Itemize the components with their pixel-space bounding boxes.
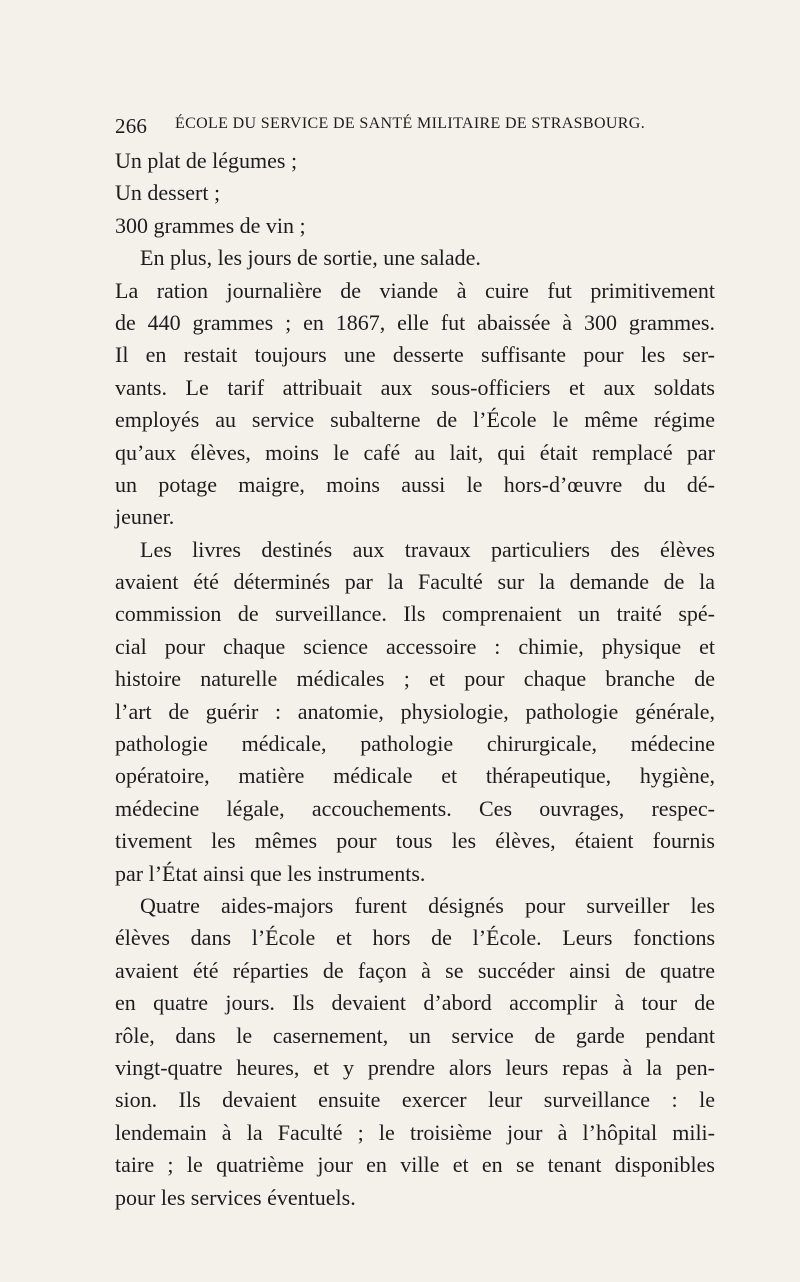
text-line: un potage maigre, moins aussi le hors-d’œuvre du dé- [115, 471, 715, 497]
text-line: Quatre aides-majors furent désignés pour surveiller les [140, 892, 715, 918]
text-line: élèves dans l’École et hors de l’École. Leurs fonctions [115, 925, 715, 951]
running-title: ÉCOLE DU SERVICE DE SANTÉ MILITAIRE DE STRASBOURG. [175, 115, 646, 132]
text-line: lendemain à la Faculté ; le troisième jour à l’hôpital mili- [115, 1119, 715, 1145]
text-line: La ration journalière de viande à cuire fut primitivement [115, 277, 715, 303]
text-line: Les livres destinés aux travaux particuliers des élèves [140, 536, 715, 562]
text-line: Un plat de légumes ; [115, 148, 298, 173]
text-line: histoire naturelle médicales ; et pour chaque branche de [115, 666, 715, 692]
text-line: rôle, dans le casernement, un service de garde pendant [115, 1022, 715, 1048]
text-line: opératoire, matière médicale et thérapeutique, hygiène, [115, 763, 715, 789]
text-line: de 440 grammes ; en 1867, elle fut abaissée à 300 grammes. [115, 309, 715, 335]
text-line: par l’État ainsi que les instruments. [115, 860, 426, 886]
text-line: l’art de guérir : anatomie, physiologie, pathologie générale, [115, 698, 715, 724]
text-line: en quatre jours. Ils devaient d’abord accomplir à tour de [115, 990, 715, 1016]
page-body [115, 145, 715, 1214]
text-line: En plus, les jours de sortie, une salade. [140, 245, 481, 271]
text-line: employés au service subalterne de l’École le même régime [115, 407, 715, 433]
text-line: Il en restait toujours une desserte suffisante pour les ser- [115, 342, 715, 368]
text-line: médecine légale, accouchements. Ces ouvrages, respec- [115, 795, 715, 821]
text-line: pathologie médicale, pathologie chirurgicale, médecine [115, 731, 715, 757]
running-head [115, 114, 715, 142]
text-line: taire ; le quatrième jour en ville et en se tenant disponibles [115, 1152, 715, 1178]
text-line: qu’aux élèves, moins le café au lait, qui était remplacé par [115, 439, 715, 465]
page-number: 266 [115, 114, 148, 138]
text-line: cial pour chaque science accessoire : chimie, physique et [115, 633, 715, 659]
text-line: tivement les mêmes pour tous les élèves, étaient fournis [115, 828, 715, 854]
text-line: 300 grammes de vin ; [115, 212, 306, 238]
text-line: jeuner. [115, 504, 175, 530]
text-line: Un dessert ; [115, 180, 221, 206]
text-line: pour les services éventuels. [115, 1184, 356, 1210]
text-line: vants. Le tarif attribuait aux sous-officiers et aux soldats [115, 374, 715, 400]
text-line: avaient été réparties de façon à se succéder ainsi de quatre [115, 957, 715, 983]
text-line: commission de surveillance. Ils comprenaient un traité spé- [115, 601, 715, 627]
text-line: sion. Ils devaient ensuite exercer leur surveillance : le [115, 1087, 715, 1113]
text-line: vingt-quatre heures, et y prendre alors leurs repas à la pen- [115, 1054, 715, 1080]
text-line: avaient été déterminés par la Faculté sur la demande de la [115, 569, 715, 595]
